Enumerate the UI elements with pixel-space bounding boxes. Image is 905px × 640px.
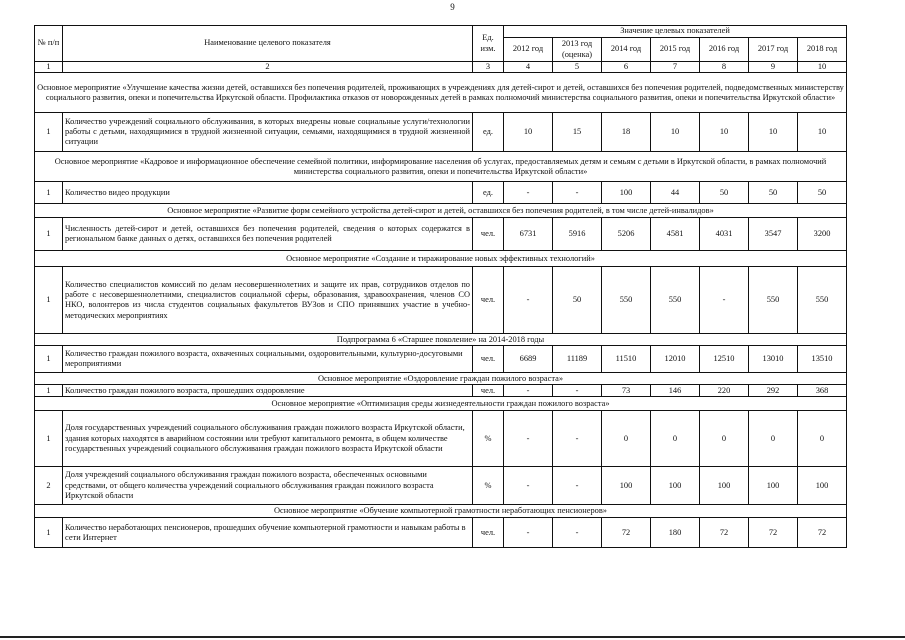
row-number: 1 [35, 385, 63, 397]
value-cell: 50 [700, 182, 749, 204]
value-cell: 11189 [553, 346, 602, 373]
indicator-row [35, 218, 847, 251]
indicator-row [35, 113, 847, 152]
value-cell: 6689 [504, 346, 553, 373]
row-number: 1 [35, 218, 63, 251]
value-cell: 73 [602, 385, 651, 397]
column-number: 10 [798, 62, 847, 73]
value-cell: 3547 [749, 218, 798, 251]
header-year: 2012 год [504, 38, 553, 62]
value-cell: 100 [700, 467, 749, 505]
row-number: 2 [35, 467, 63, 505]
value-cell: - [504, 518, 553, 548]
value-cell: 50 [798, 182, 847, 204]
value-cell: 12010 [651, 346, 700, 373]
value-cell: 550 [798, 267, 847, 334]
section-title: Основное мероприятие «Улучшение качества жизни детей, оставшихся без попечения родителей, проживающих в учреждениях для детей-сирот и детей, оставшихся без попечения родителей, подведомственных министерству социального развития, опеки и попечительства Иркутской области. Профилактика отказов от новорожденных детей в рамках полномочий министерства социального развития, опеки и попечительства Иркутской области» [35, 73, 847, 113]
value-cell: 100 [651, 467, 700, 505]
column-number: 7 [651, 62, 700, 73]
header-name: Наименование целевого показателя [63, 26, 473, 62]
value-cell: - [553, 411, 602, 467]
value-cell: 3200 [798, 218, 847, 251]
column-number: 8 [700, 62, 749, 73]
value-cell: 18 [602, 113, 651, 152]
header-year: 2014 год [602, 38, 651, 62]
value-cell: 0 [700, 411, 749, 467]
column-number: 9 [749, 62, 798, 73]
indicator-name: Количество граждан пожилого возраста, охваченных социальными, оздоровительными, культурно-досуговыми мероприятиями [63, 346, 473, 373]
value-cell: 10 [504, 113, 553, 152]
column-number: 5 [553, 62, 602, 73]
header-year: 2017 год [749, 38, 798, 62]
value-cell: - [553, 182, 602, 204]
value-cell: 292 [749, 385, 798, 397]
value-cell: 550 [602, 267, 651, 334]
value-cell: - [553, 518, 602, 548]
value-cell: 11510 [602, 346, 651, 373]
header-year: 2018 год [798, 38, 847, 62]
section-title: Основное мероприятие «Кадровое и информационное обеспечение семейной политики, информирование населения об услугах, предоставляемых детям и семьям с детьми в Иркутской области, в рамках полномочий министерства социального развития, опеки и попечительства Иркутской области» [35, 152, 847, 182]
value-cell: 44 [651, 182, 700, 204]
header-row-1 [35, 26, 847, 38]
row-number: 1 [35, 113, 63, 152]
value-cell: 100 [798, 467, 847, 505]
column-number: 6 [602, 62, 651, 73]
value-cell: - [504, 467, 553, 505]
section-title: Основное мероприятие «Оптимизация среды жизнедеятельности граждан пожилого возраста» [35, 397, 847, 411]
indicator-name: Доля государственных учреждений социального обслуживания граждан пожилого возраста Иркутской области, здания которых находятся в аварийном состоянии или требуют капитального ремонта, в общем количестве государственных учреждений социального обслуживания граждан пожилого возраста Иркутской области [63, 411, 473, 467]
indicator-row [35, 267, 847, 334]
value-cell: - [504, 182, 553, 204]
indicator-row [35, 385, 847, 397]
header-unit: Ед. изм. [473, 26, 504, 62]
value-cell: 100 [602, 467, 651, 505]
column-number: 2 [63, 62, 473, 73]
indicator-row [35, 182, 847, 204]
indicator-name: Численность детей-сирот и детей, оставшихся без попечения родителей, сведения о которых содержатся в региональном банке данных о детях, оставшихся без попечения родителей [63, 218, 473, 251]
value-cell: 10 [700, 113, 749, 152]
section-row [35, 251, 847, 267]
value-cell: 50 [749, 182, 798, 204]
section-row [35, 204, 847, 218]
unit-cell: чел. [473, 385, 504, 397]
row-number: 1 [35, 267, 63, 334]
header-num: № п/п [35, 26, 63, 62]
column-number: 4 [504, 62, 553, 73]
section-row [35, 73, 847, 113]
value-cell: 72 [602, 518, 651, 548]
value-cell: 5916 [553, 218, 602, 251]
header-year: 2016 год [700, 38, 749, 62]
indicator-name: Количество граждан пожилого возраста, прошедших оздоровление [63, 385, 473, 397]
indicator-row [35, 346, 847, 373]
indicator-name: Количество специалистов комиссий по делам несовершеннолетних и защите их прав, сотрудников отделов по работе с несовершеннолетними, специалистов социальной сферы, образования, здравоохранения, членов СО НКО, волонтеров из числа студентов социальных факультетов ВУЗов и СПО принявших участие в учебно-методических мероприятиях [63, 267, 473, 334]
value-cell: 220 [700, 385, 749, 397]
indicator-name: Количество учреждений социального обслуживания, в которых внедрены новые социальные услуги/технологии работы с детьми, находящимися в трудной жизненной ситуации, семьями, находящимися в трудной жизненной ситуации [63, 113, 473, 152]
section-row [35, 505, 847, 518]
value-cell: 10 [651, 113, 700, 152]
section-title: Основное мероприятие «Обучение компьютерной грамотности неработающих пенсионеров» [35, 505, 847, 518]
column-number: 3 [473, 62, 504, 73]
value-cell: 13510 [798, 346, 847, 373]
row-number: 1 [35, 411, 63, 467]
value-cell: 10 [749, 113, 798, 152]
subprogram-title: Подпрограмма 6 «Старшее поколение» на 2014-2018 годы [35, 334, 847, 346]
value-cell: 368 [798, 385, 847, 397]
value-cell: - [504, 411, 553, 467]
value-cell: 72 [798, 518, 847, 548]
page-number: 9 [450, 2, 455, 12]
section-row [35, 152, 847, 182]
column-numbers-row [35, 62, 847, 73]
value-cell: 72 [700, 518, 749, 548]
section-row [35, 397, 847, 411]
indicators-table [34, 25, 847, 548]
unit-cell: чел. [473, 267, 504, 334]
value-cell: 4031 [700, 218, 749, 251]
unit-cell: % [473, 467, 504, 505]
section-title: Основное мероприятие «Развитие форм семейного устройства детей-сирот и детей, оставшихся без попечения родителей, в том числе детей-инвалидов» [35, 204, 847, 218]
indicator-name: Количество неработающих пенсионеров, прошедших обучение компьютерной грамотности и навыкам работы в сети Интернет [63, 518, 473, 548]
value-cell: 100 [602, 182, 651, 204]
unit-cell: чел. [473, 218, 504, 251]
value-cell: 50 [553, 267, 602, 334]
value-cell: - [504, 385, 553, 397]
value-cell: 10 [798, 113, 847, 152]
column-number: 1 [35, 62, 63, 73]
row-number: 1 [35, 346, 63, 373]
unit-cell: чел. [473, 518, 504, 548]
indicator-name: Количество видео продукции [63, 182, 473, 204]
value-cell: 0 [651, 411, 700, 467]
unit-cell: % [473, 411, 504, 467]
value-cell: 0 [749, 411, 798, 467]
value-cell: - [553, 467, 602, 505]
value-cell: 550 [651, 267, 700, 334]
scan-edge-divider [0, 636, 905, 638]
value-cell: 6731 [504, 218, 553, 251]
unit-cell: чел. [473, 346, 504, 373]
indicator-row [35, 467, 847, 505]
value-cell: 550 [749, 267, 798, 334]
indicator-row [35, 411, 847, 467]
row-number: 1 [35, 518, 63, 548]
section-row [35, 373, 847, 385]
indicator-name: Доля учреждений социального обслуживания граждан пожилого возраста, обеспеченных основными средствами, от общего количества учреждений социального обслуживания граждан пожилого возраста Иркутской области [63, 467, 473, 505]
header-values-group: Значение целевых показателей [504, 26, 847, 38]
value-cell: 13010 [749, 346, 798, 373]
value-cell: - [504, 267, 553, 334]
header-year: 2013 год (оценка) [553, 38, 602, 62]
unit-cell: ед. [473, 182, 504, 204]
indicator-row [35, 518, 847, 548]
section-title: Основное мероприятие «Оздоровление граждан пожилого возраста» [35, 373, 847, 385]
value-cell: 146 [651, 385, 700, 397]
header-year: 2015 год [651, 38, 700, 62]
unit-cell: ед. [473, 113, 504, 152]
subprogram-row [35, 334, 847, 346]
value-cell: 15 [553, 113, 602, 152]
value-cell: 72 [749, 518, 798, 548]
value-cell: 0 [798, 411, 847, 467]
value-cell: 100 [749, 467, 798, 505]
value-cell: 4581 [651, 218, 700, 251]
value-cell: - [700, 267, 749, 334]
row-number: 1 [35, 182, 63, 204]
value-cell: 0 [602, 411, 651, 467]
value-cell: 5206 [602, 218, 651, 251]
value-cell: - [553, 385, 602, 397]
section-title: Основное мероприятие «Создание и тиражирование новых эффективных технологий» [35, 251, 847, 267]
value-cell: 180 [651, 518, 700, 548]
value-cell: 12510 [700, 346, 749, 373]
